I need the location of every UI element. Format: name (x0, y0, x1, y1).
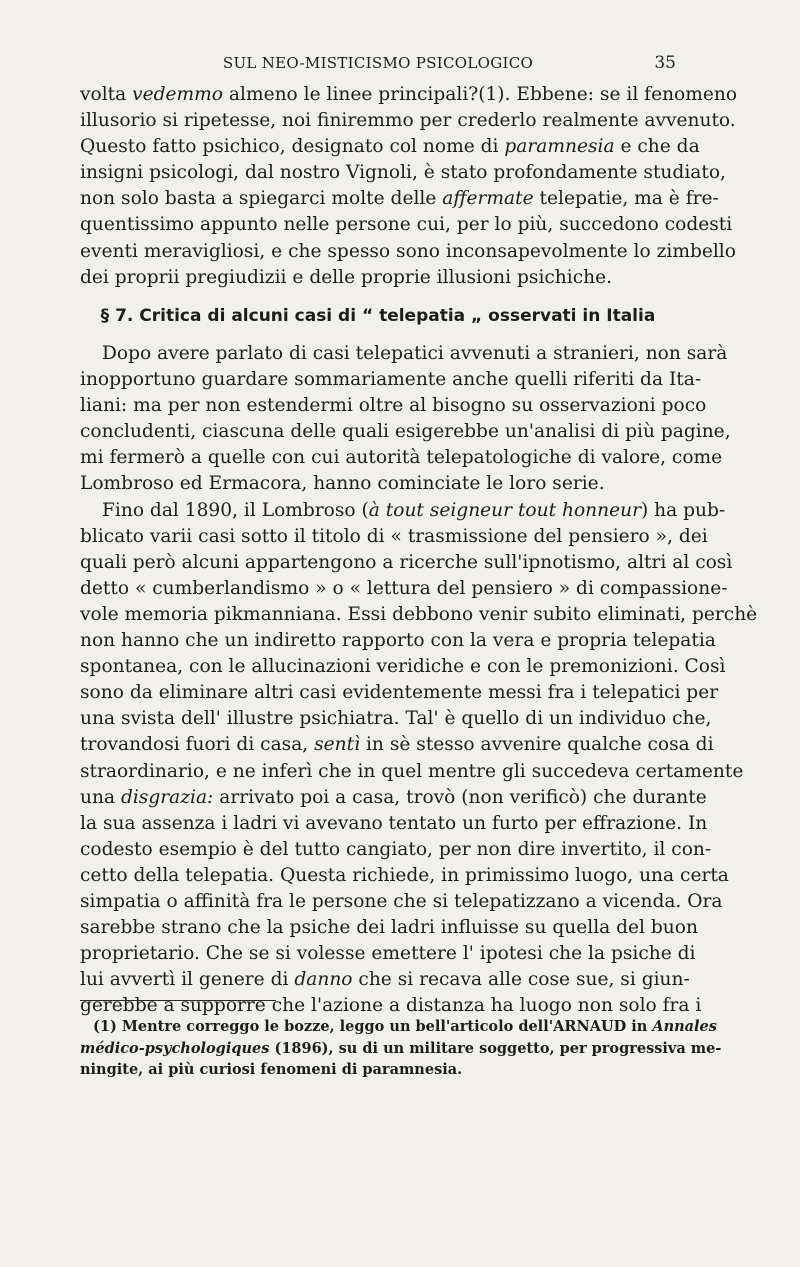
text-run: trovandosi fuori di casa, (80, 734, 315, 756)
running-title: SUL NEO-MISTICISMO PSICOLOGICO (222, 54, 534, 72)
text-line: straordinario, e ne inferì che in quel mentre gli succedeva certamente (80, 760, 744, 782)
text-run: (1) Mentre correggo le bozze, leggo un bell'articolo dell'ARNAUD in (93, 1018, 653, 1035)
text-line: dei proprii pregiudizii e delle proprie illusioni psichiche. (80, 266, 613, 288)
page-header (80, 53, 676, 73)
text-line: sarebbe strano che la psiche dei ladri influisse su quella del buon (80, 917, 698, 939)
italic-run: affermate (442, 188, 534, 210)
text-line: spontanea, con le allucinazioni veridiche e con le premonizioni. Così (80, 656, 726, 678)
text-run: che si recava alle cose sue, si giun- (352, 969, 690, 991)
footnote (80, 1016, 722, 1081)
text-run: almeno le linee principali?(1). Ebbene: se il fenomeno (223, 84, 738, 105)
text-line: liani: ma per non estendermi oltre al bisogno su osservazioni poco (80, 395, 707, 417)
text-line: gerebbe a supporre che l'azione a distanza ha luogo non solo fra i (80, 995, 702, 1017)
text-line: codesto esempio è del tutto cangiato, per non dire invertito, il con- (80, 838, 712, 860)
text-run: Questo fatto psichico, designato col nome di (80, 136, 505, 158)
italic-run: à tout seigneur tout honneur (368, 499, 641, 521)
text-line: una svista dell' illustre psichiatra. Tal' è quello di un individuo che, (80, 708, 712, 730)
text-line (80, 967, 690, 993)
text-line: quentissimo appunto nelle persone cui, per lo più, succedono codesti (80, 214, 733, 236)
text-line: insigni psicologi, dal nostro Vignoli, è stato profondamente studiato, (80, 162, 726, 184)
text-line: sono da eliminare altri casi evidentemente messi fra i telepatici per (80, 682, 719, 704)
text-line (80, 785, 707, 811)
text-line: blicato varii casi sotto il titolo di « trasmissione del pensiero », dei (80, 525, 708, 547)
text-line: Dopo avere parlato di casi telepatici avvenuti a stranieri, non sarà (102, 343, 728, 364)
italic-run: paramnesia (504, 136, 615, 158)
text-line (80, 134, 700, 160)
footnote-divider (80, 1000, 276, 1001)
text-line: non hanno che un indiretto rapporto con la vera e propria telepatia (80, 630, 716, 652)
text-line: eventi meravigliosi, e che spesso sono inconsapevolmente lo zimbello (80, 240, 736, 262)
text-line: quali però alcuni appartengono a ricerche sull'ipnotismo, altri al così (80, 551, 733, 573)
paragraph-paramnesia (80, 82, 738, 291)
section-body (80, 341, 758, 1019)
italic-run: danno (294, 969, 353, 991)
text-line: simpatia o affinità fra le persone che si telepatizzano a vicenda. Ora (80, 890, 723, 912)
text-line: concludenti, ciascuna delle quali esigerebbe un'analisi di più pagine, (80, 421, 731, 443)
text-line (80, 1016, 717, 1038)
text-line: illusorio si ripetesse, noi finiremmo per crederlo realmente avvenuto. (80, 110, 736, 132)
italic-run: vedemmo (132, 84, 223, 105)
text-run: (1896), su di un militare soggetto, per progressiva me- (269, 1039, 722, 1057)
text-line: mi fermerò a quelle con cui autorità telepatologiche di valore, come (80, 447, 723, 469)
text-line (80, 186, 719, 212)
text-run: lui avvertì il genere di (80, 969, 295, 991)
text-run: arrivato poi a casa, trovò (non verificò) che durante (213, 786, 707, 808)
text-line (80, 498, 726, 524)
italic-run: Annales (652, 1018, 717, 1035)
text-line (80, 1038, 722, 1060)
text-run: non solo basta a spiegarci molte delle (80, 188, 443, 210)
text-run: volta (80, 84, 133, 105)
italic-run: médico-psychologiques (80, 1039, 270, 1057)
page-number: 35 (654, 53, 676, 73)
text-line (80, 732, 714, 758)
text-run: in sè stesso avvenire qualche cosa di (360, 734, 714, 756)
text-run: una (80, 786, 121, 808)
text-run: telepatie, ma è fre- (533, 188, 719, 210)
text-line: cetto della telepatia. Questa richiede, in primissimo luogo, una certa (80, 864, 729, 886)
text-line: vole memoria pikmanniana. Essi debbono venir subito eliminati, perchè (80, 603, 758, 625)
text-run: ) ha pub- (640, 499, 726, 521)
text-line: ningite, ai più curiosi fenomeni di paramnesia. (80, 1061, 463, 1078)
text-line: la sua assenza i ladri vi avevano tentato un furto per effrazione. In (80, 812, 708, 834)
text-line: Lombroso ed Ermacora, hanno cominciate le loro serie. (80, 473, 605, 495)
text-run: e che da (614, 136, 700, 158)
text-line: inopportuno guardare sommariamente anche quelli riferiti da Ita- (80, 369, 702, 391)
text-line (80, 82, 738, 108)
section-heading: § 7. Critica di alcuni casi di “ telepatia „ osservati in Italia (100, 306, 656, 326)
italic-run: disgrazia: (120, 786, 214, 808)
text-run: Fino dal 1890, il Lombroso ( (102, 499, 369, 521)
italic-run: sentì (314, 734, 361, 756)
text-line: detto « cumberlandismo » o « lettura del pensiero » di compassione- (80, 577, 728, 599)
text-line: proprietario. Che se si volesse emettere l' ipotesi che la psiche di (80, 943, 696, 965)
